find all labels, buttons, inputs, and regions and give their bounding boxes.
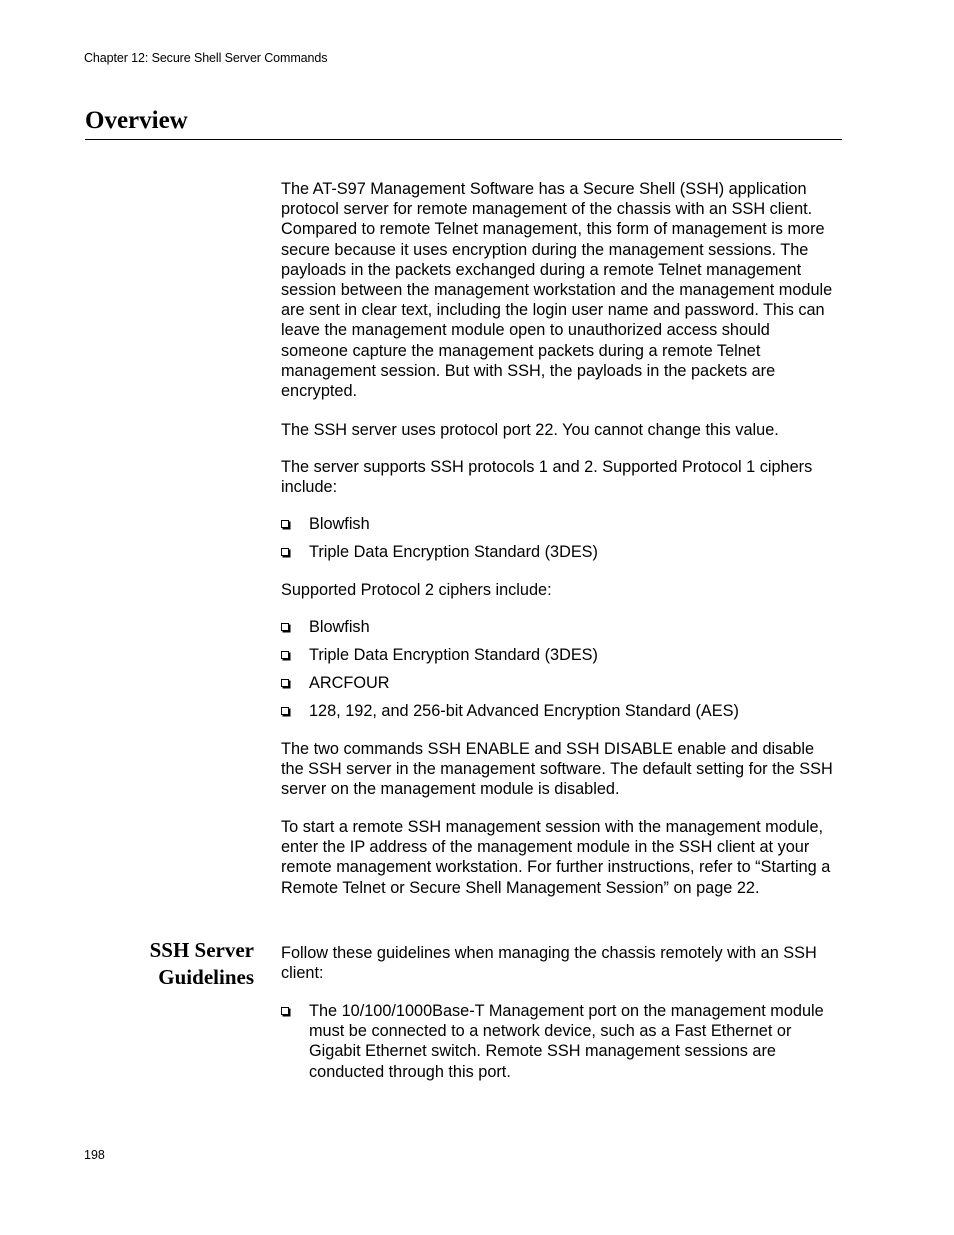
checkbox-bullet-icon: [281, 623, 289, 631]
list-item: Triple Data Encryption Standard (3DES): [281, 542, 841, 562]
overview-paragraph-4: Supported Protocol 2 ciphers include:: [281, 581, 552, 599]
overview-paragraph-3: The server supports SSH protocols 1 and 2. Supported Protocol 1 ciphers include:: [281, 458, 813, 497]
list-item: Blowfish: [281, 617, 841, 637]
guidelines-intro: Follow these guidelines when managing the chassis remotely with an SSH client:: [281, 944, 817, 983]
checkbox-bullet-icon: [281, 707, 289, 715]
running-header: Chapter 12: Secure Shell Server Commands: [84, 51, 328, 65]
subsection-heading: SSH Server Guidelines: [149, 938, 254, 989]
list-item: ARCFOUR: [281, 673, 841, 693]
list-item: The 10/100/1000Base-T Management port on the management module must be connected to a network device, such as a Fast Ethernet or Gigabit Ethernet switch. Remote SSH management sessions are conducted through this port.: [281, 1001, 841, 1082]
overview-paragraph-2: The SSH server uses protocol port 22. You cannot change this value.: [281, 421, 779, 439]
checkbox-bullet-icon: [281, 679, 289, 687]
checkbox-bullet-icon: [281, 520, 289, 528]
checkbox-bullet-icon: [281, 1007, 289, 1015]
list-item: Blowfish: [281, 514, 841, 534]
list-item: 128, 192, and 256-bit Advanced Encryption Standard (AES): [281, 701, 841, 721]
checkbox-bullet-icon: [281, 548, 289, 556]
overview-paragraph-6: To start a remote SSH management session with the management module, enter the IP address of the management module in the SSH client at your remote management workstation. For further instructions, refer to “Starting a Remote Telnet or Secure Shell Management Session” on page 22.: [281, 818, 831, 897]
page-number: 198: [84, 1148, 105, 1162]
overview-paragraph-1: The AT-S97 Management Software has a Secure Shell (SSH) application protocol server for remote management of the chassis with an SSH client. Compared to remote Telnet management, this form of management is more secure because it uses encryption during the management sessions. The payloads in the packets exchanged during a remote Telnet management session between the management workstation and the management module are sent in clear text, including the login user name and password. This can leave the management module open to unauthorized access should someone capture the management packets during a remote Telnet management session. But with SSH, the payloads in the packets are encrypted.: [281, 180, 833, 401]
title-rule: [85, 139, 842, 140]
checkbox-bullet-icon: [281, 651, 289, 659]
list-item: Triple Data Encryption Standard (3DES): [281, 645, 841, 665]
overview-paragraph-5: The two commands SSH ENABLE and SSH DISABLE enable and disable the SSH server in the management software. The default setting for the SSH server on the management module is disabled.: [281, 740, 833, 799]
section-title: Overview: [85, 107, 188, 134]
